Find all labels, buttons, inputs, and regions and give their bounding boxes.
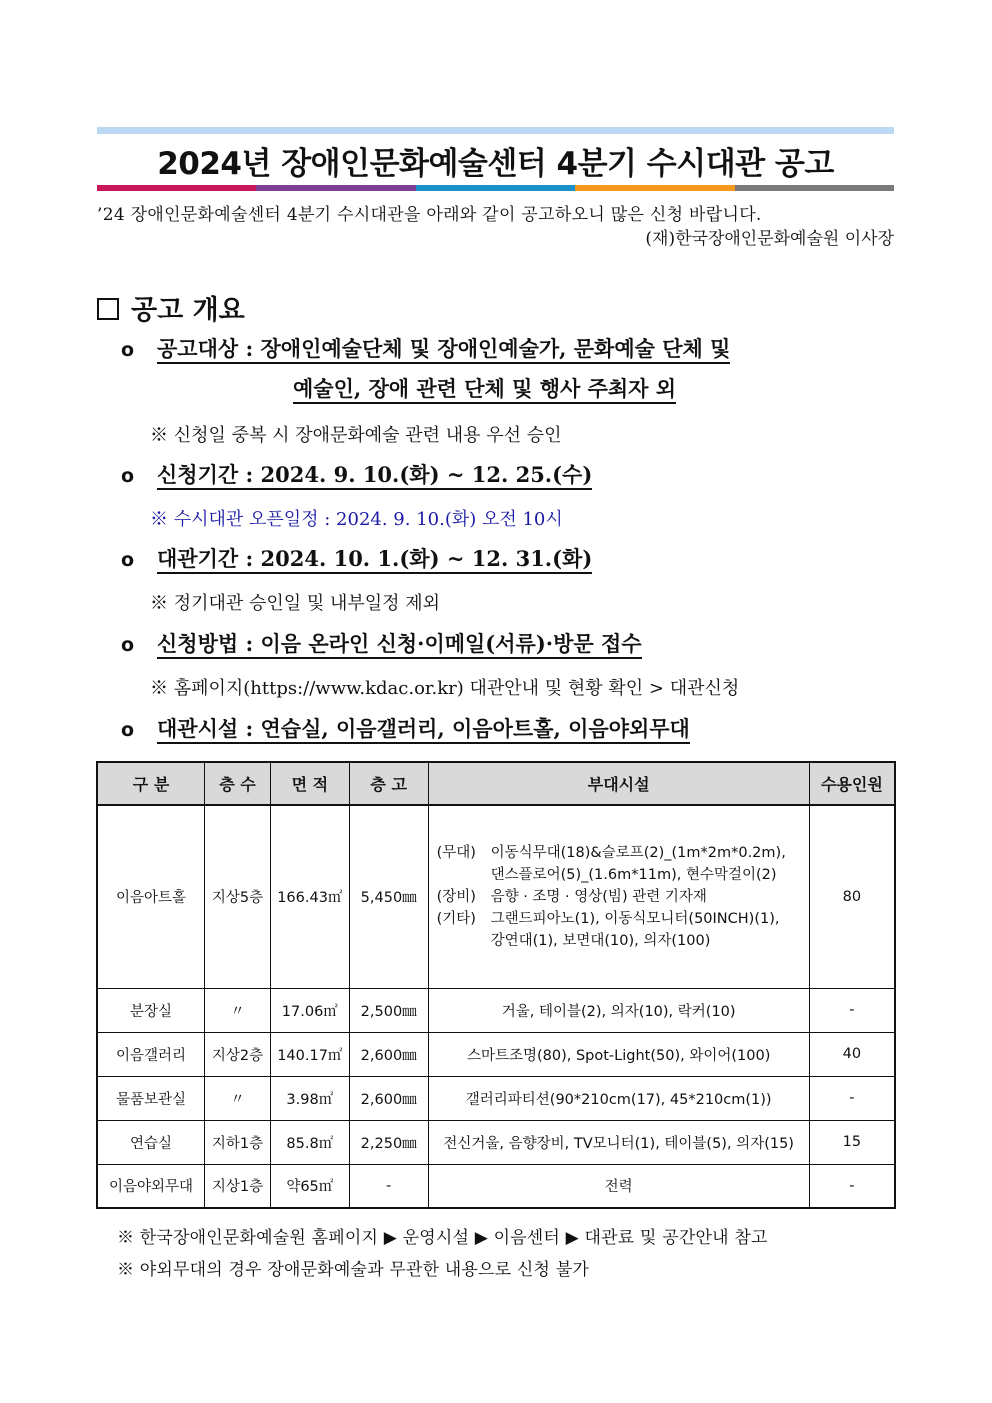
rental-note: ※ 정기대관 승인일 및 내부일정 제외	[150, 593, 441, 614]
table-row	[97, 988, 895, 1032]
header-height: 층 고	[349, 762, 428, 805]
circle-bullet-icon: o	[121, 339, 135, 361]
cell-area: 166.43㎡	[270, 805, 349, 988]
method-note: ※ 홈페이지(https://www.kdac.or.kr) 대관안내 및 현황 확인 > 대관신청	[150, 678, 740, 699]
cell-facility: 전신거울, 음향장비, TV모니터(1), 테이블(5), 의자(15)	[428, 1120, 809, 1164]
circle-bullet-icon: o	[121, 549, 135, 571]
cell-area: 3.98㎡	[270, 1076, 349, 1120]
apply-period: 신청기간 : 2024. 9. 10.(화) ~ 12. 25.(수)	[157, 462, 592, 490]
cell-capacity: 40	[809, 1032, 895, 1076]
table-row	[97, 1076, 895, 1120]
footnote-2: ※ 야외무대의 경우 장애문화예술과 무관한 내용으로 신청 불가	[117, 1260, 589, 1280]
cell-area: 85.8㎡	[270, 1120, 349, 1164]
table-row	[97, 1120, 895, 1164]
bullet-apply-period	[121, 459, 592, 489]
cell-floor: 지상1층	[205, 1164, 271, 1208]
title-color-bar	[97, 185, 894, 191]
cell-area: 17.06㎡	[270, 988, 349, 1032]
section-heading	[97, 288, 245, 327]
method: 신청방법 : 이음 온라인 신청·이메일(서류)·방문 접수	[157, 631, 642, 659]
cell-facility: (무대) 이동식무대(18)&슬로프(2)_(1m*2m*0.2m), 댄스플로어(5)_(1.6m*11m), 현수막걸이(2) (장비) 음향 · 조명 · 영상(빔) 관련 기자재 (기타) 그랜드피아노(1), 이동식모니터(50INCH)(1), 강연대(1), 보면대(10), 의자(100)	[428, 805, 809, 988]
cell-facility: 스마트조명(80), Spot-Light(50), 와이어(100)	[428, 1032, 809, 1076]
cell-facility: 거울, 테이블(2), 의자(10), 락커(10)	[428, 988, 809, 1032]
section-title: 공고 개요	[131, 295, 245, 326]
cell-area: 약65㎡	[270, 1164, 349, 1208]
bullet-facilities	[121, 713, 690, 743]
cell-height: 2,250㎜	[349, 1120, 428, 1164]
cell-height: 2,500㎜	[349, 988, 428, 1032]
target-line1: 공고대상 : 장애인예술단체 및 장애인예술가, 문화예술 단체 및	[157, 336, 730, 364]
circle-bullet-icon: o	[121, 465, 135, 487]
cell-name: 분장실	[97, 988, 205, 1032]
header-category: 구 분	[97, 762, 205, 805]
cell-name: 이음야외무대	[97, 1164, 205, 1208]
table-header-row	[97, 762, 895, 805]
cell-capacity: -	[809, 1076, 895, 1120]
cell-floor: 지상5층	[205, 805, 271, 988]
bullet-method	[121, 628, 642, 658]
header-area: 면 적	[270, 762, 349, 805]
circle-bullet-icon: o	[121, 634, 135, 656]
table-row	[97, 1164, 895, 1208]
cell-name: 연습실	[97, 1120, 205, 1164]
cell-name: 이음갤러리	[97, 1032, 205, 1076]
cell-name: 이음아트홀	[97, 805, 205, 988]
header-floor: 층 수	[205, 762, 271, 805]
page-title: 2024년 장애인문화예술센터 4분기 수시대관 공고	[157, 146, 834, 182]
facilities: 대관시설 : 연습실, 이음갤러리, 이음아트홀, 이음야외무대	[157, 716, 690, 744]
cell-capacity: -	[809, 988, 895, 1032]
checkbox-square-icon	[97, 298, 119, 320]
bullet-target-cont	[293, 373, 676, 403]
signature: (재)한국장애인문화예술원 이사장	[645, 229, 894, 249]
cell-facility: 전력	[428, 1164, 809, 1208]
header-facility: 부대시설	[428, 762, 809, 805]
cell-height: -	[349, 1164, 428, 1208]
bullet-rental-period	[121, 543, 592, 573]
title-top-bar	[97, 127, 894, 134]
header-capacity: 수용인원	[809, 762, 895, 805]
bullet-target	[121, 333, 730, 363]
cell-floor: 〃	[205, 1076, 271, 1120]
cell-height: 5,450㎜	[349, 805, 428, 988]
table-row	[97, 805, 895, 988]
cell-height: 2,600㎜	[349, 1032, 428, 1076]
apply-note: ※ 수시대관 오픈일정 : 2024. 9. 10.(화) 오전 10시	[150, 509, 563, 530]
cell-floor: 지상2층	[205, 1032, 271, 1076]
circle-bullet-icon: o	[121, 719, 135, 741]
cell-capacity: 15	[809, 1120, 895, 1164]
target-line2: 예술인, 장애 관련 단체 및 행사 주최자 외	[293, 376, 676, 404]
cell-capacity: 80	[809, 805, 895, 988]
intro-text: ’24 장애인문화예술센터 4분기 수시대관을 아래와 같이 공고하오니 많은 신청 바랍니다.	[97, 205, 762, 225]
cell-name: 물품보관실	[97, 1076, 205, 1120]
cell-height: 2,600㎜	[349, 1076, 428, 1120]
cell-floor: 지하1층	[205, 1120, 271, 1164]
cell-area: 140.17㎡	[270, 1032, 349, 1076]
target-note: ※ 신청일 중복 시 장애문화예술 관련 내용 우선 승인	[150, 425, 562, 446]
cell-floor: 〃	[205, 988, 271, 1032]
table-row	[97, 1032, 895, 1076]
facility-table	[96, 761, 896, 1209]
cell-capacity: -	[809, 1164, 895, 1208]
footnote-1: ※ 한국장애인문화예술원 홈페이지 ▶ 운영시설 ▶ 이음센터 ▶ 대관료 및 공간안내 참고	[117, 1228, 768, 1248]
cell-facility: 갤러리파티션(90*210cm(17), 45*210cm(1))	[428, 1076, 809, 1120]
rental-period: 대관기간 : 2024. 10. 1.(화) ~ 12. 31.(화)	[157, 546, 592, 574]
